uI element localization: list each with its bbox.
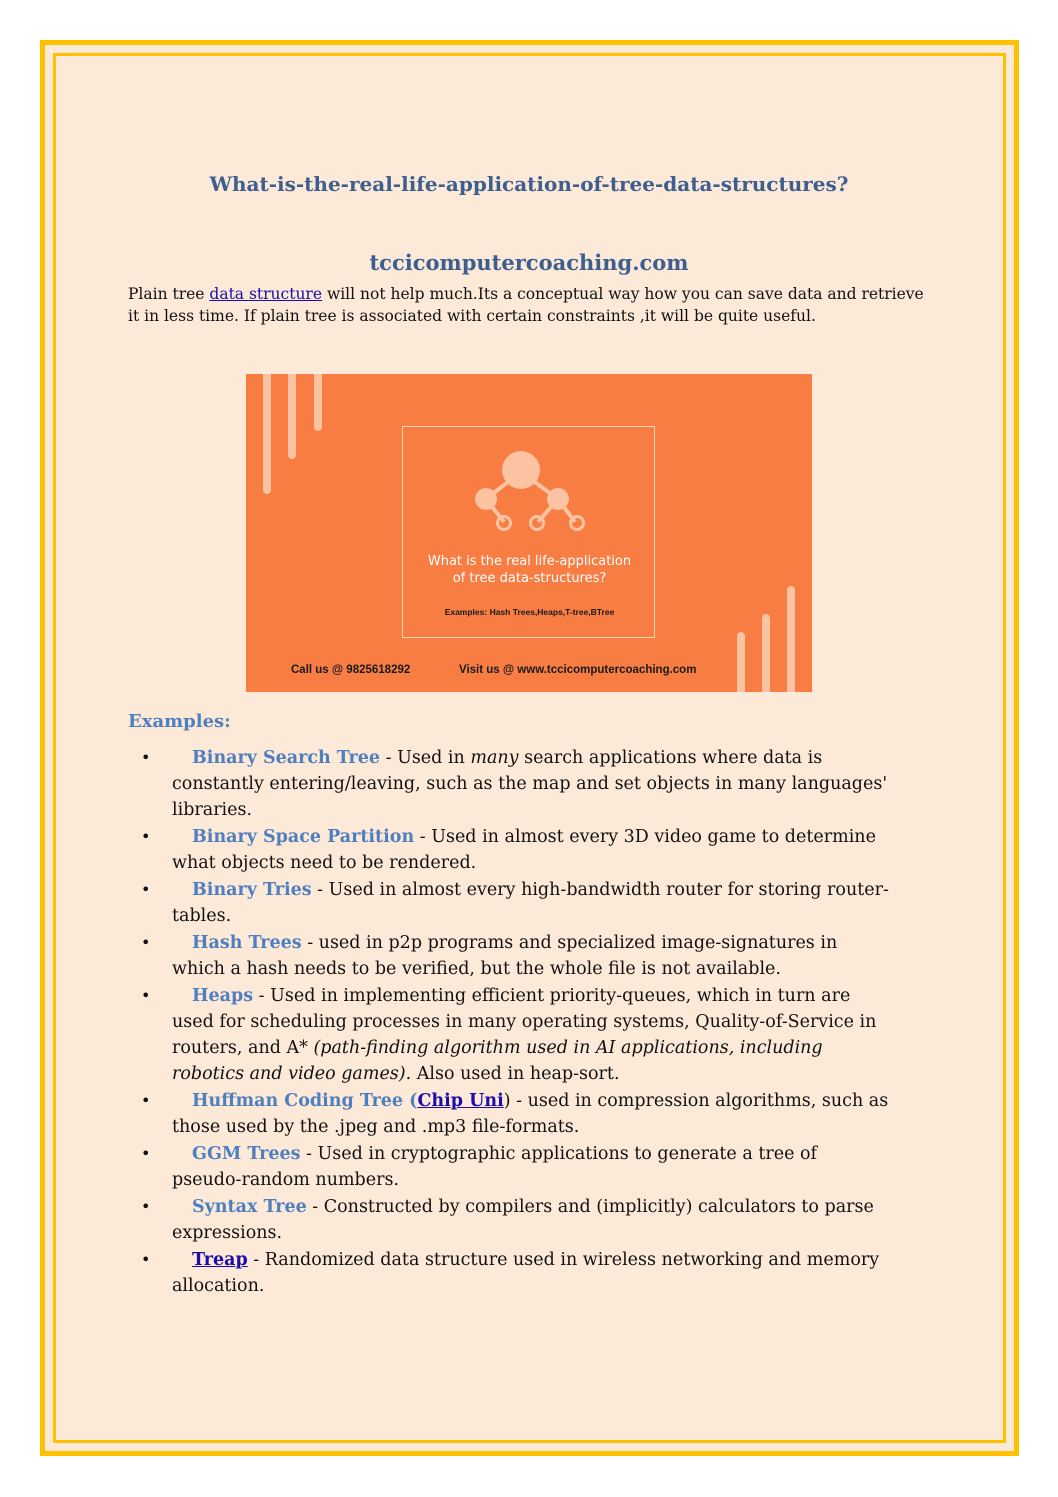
site-name: tccicomputercoaching.com	[369, 250, 689, 275]
example-term: Hash Trees	[192, 933, 302, 953]
example-term: Binary Space Partition	[192, 827, 415, 847]
example-text: - Constructed by compilers and (implicitly) calculators to parse expressions.	[172, 1197, 874, 1243]
example-text: - Used in almost every 3D video game to determine what objects need to be rendered.	[172, 827, 876, 873]
bullet-icon: •	[141, 1250, 151, 1269]
examples-heading: Examples:	[128, 711, 231, 732]
example-text: . Also used in heap-sort.	[405, 1064, 620, 1084]
chip-uni-link[interactable]: Chip Uni	[417, 1091, 504, 1111]
banner-subtitle: Examples: Hash Trees,Heaps,T-tree,BTree	[444, 607, 615, 617]
intro-text-end: will not help much.Its a conceptual way how you can save data and retrieve it in less time. If plain tree is associated with certain constraints ,it will be quite useful.	[128, 285, 924, 325]
bullet-icon: •	[141, 1144, 151, 1163]
bullet-icon: •	[141, 986, 151, 1005]
data-structure-link[interactable]: data structure	[209, 285, 323, 303]
list-item	[141, 1088, 892, 1140]
example-text: ) - used in compression algorithms, such as those used by the .jpeg and .mp3 file-formats.	[172, 1091, 889, 1137]
decor-bar	[787, 586, 795, 692]
example-emphasis: many	[470, 748, 519, 768]
bullet-icon: •	[141, 1091, 151, 1110]
bullet-icon: •	[141, 933, 151, 952]
list-item	[141, 1141, 892, 1193]
list-item	[141, 1194, 892, 1246]
example-text: - Used in implementing efficient priority-queues, which in turn are used for scheduling processes in many operating systems, Quality-of-Service in routers, and A*	[172, 986, 877, 1058]
decor-bar	[288, 374, 296, 459]
list-item	[141, 930, 892, 982]
list-item	[141, 824, 892, 876]
example-text: - Used in	[380, 748, 471, 768]
example-text: - Used in almost every high-bandwidth router for storing router-tables.	[172, 880, 889, 926]
example-text: - Used in cryptographic applications to generate a tree of pseudo-random numbers.	[172, 1144, 818, 1190]
decor-bar	[314, 374, 322, 431]
bullet-icon: •	[141, 748, 151, 767]
list-item	[141, 983, 892, 1087]
banner-card	[402, 426, 655, 638]
list-item	[141, 745, 892, 823]
intro-text-start: Plain tree	[128, 285, 210, 303]
example-text: - Randomized data structure used in wireless networking and memory allocation.	[172, 1250, 880, 1296]
banner-visit-us: Visit us @ www.tccicomputercoaching.com	[459, 664, 697, 676]
example-term: Binary Tries	[192, 880, 312, 900]
example-text: - used in p2p programs and specialized image-signatures in which a hash needs to be verified, but the whole file is not available.	[172, 933, 838, 979]
example-term: Heaps	[192, 986, 254, 1006]
bullet-icon: •	[141, 1197, 151, 1216]
decor-bar	[263, 374, 271, 494]
banner-title-line2: of tree data-structures?	[452, 571, 607, 586]
banner-image	[246, 374, 812, 692]
tree-icon	[403, 427, 656, 537]
list-item	[141, 1247, 892, 1299]
examples-list	[141, 745, 892, 1300]
example-term: Huffman Coding Tree (	[192, 1091, 418, 1111]
list-item	[141, 877, 892, 929]
intro-paragraph	[128, 283, 928, 327]
example-text: search applications where data is constantly entering/leaving, such as the map and set objects in many languages' libraries.	[172, 748, 888, 820]
example-term: GGM Trees	[192, 1144, 301, 1164]
banner-call-us: Call us @ 9825618292	[291, 664, 411, 676]
banner-title-line1: What is the real life-application	[427, 554, 632, 569]
bullet-icon: •	[141, 880, 151, 899]
bullet-icon: •	[141, 827, 151, 846]
decor-bar	[762, 614, 770, 692]
treap-link[interactable]: Treap	[192, 1250, 248, 1270]
page-title: What-is-the-real-life-application-of-tree-data-structures?	[209, 172, 849, 196]
example-emphasis: (path-finding algorithm used in AI applications, including robotics and video games)	[172, 1038, 823, 1084]
decor-bar	[737, 632, 745, 692]
banner-title	[403, 553, 656, 587]
example-term: Binary Search Tree	[192, 748, 381, 768]
example-term: Syntax Tree	[192, 1197, 307, 1217]
